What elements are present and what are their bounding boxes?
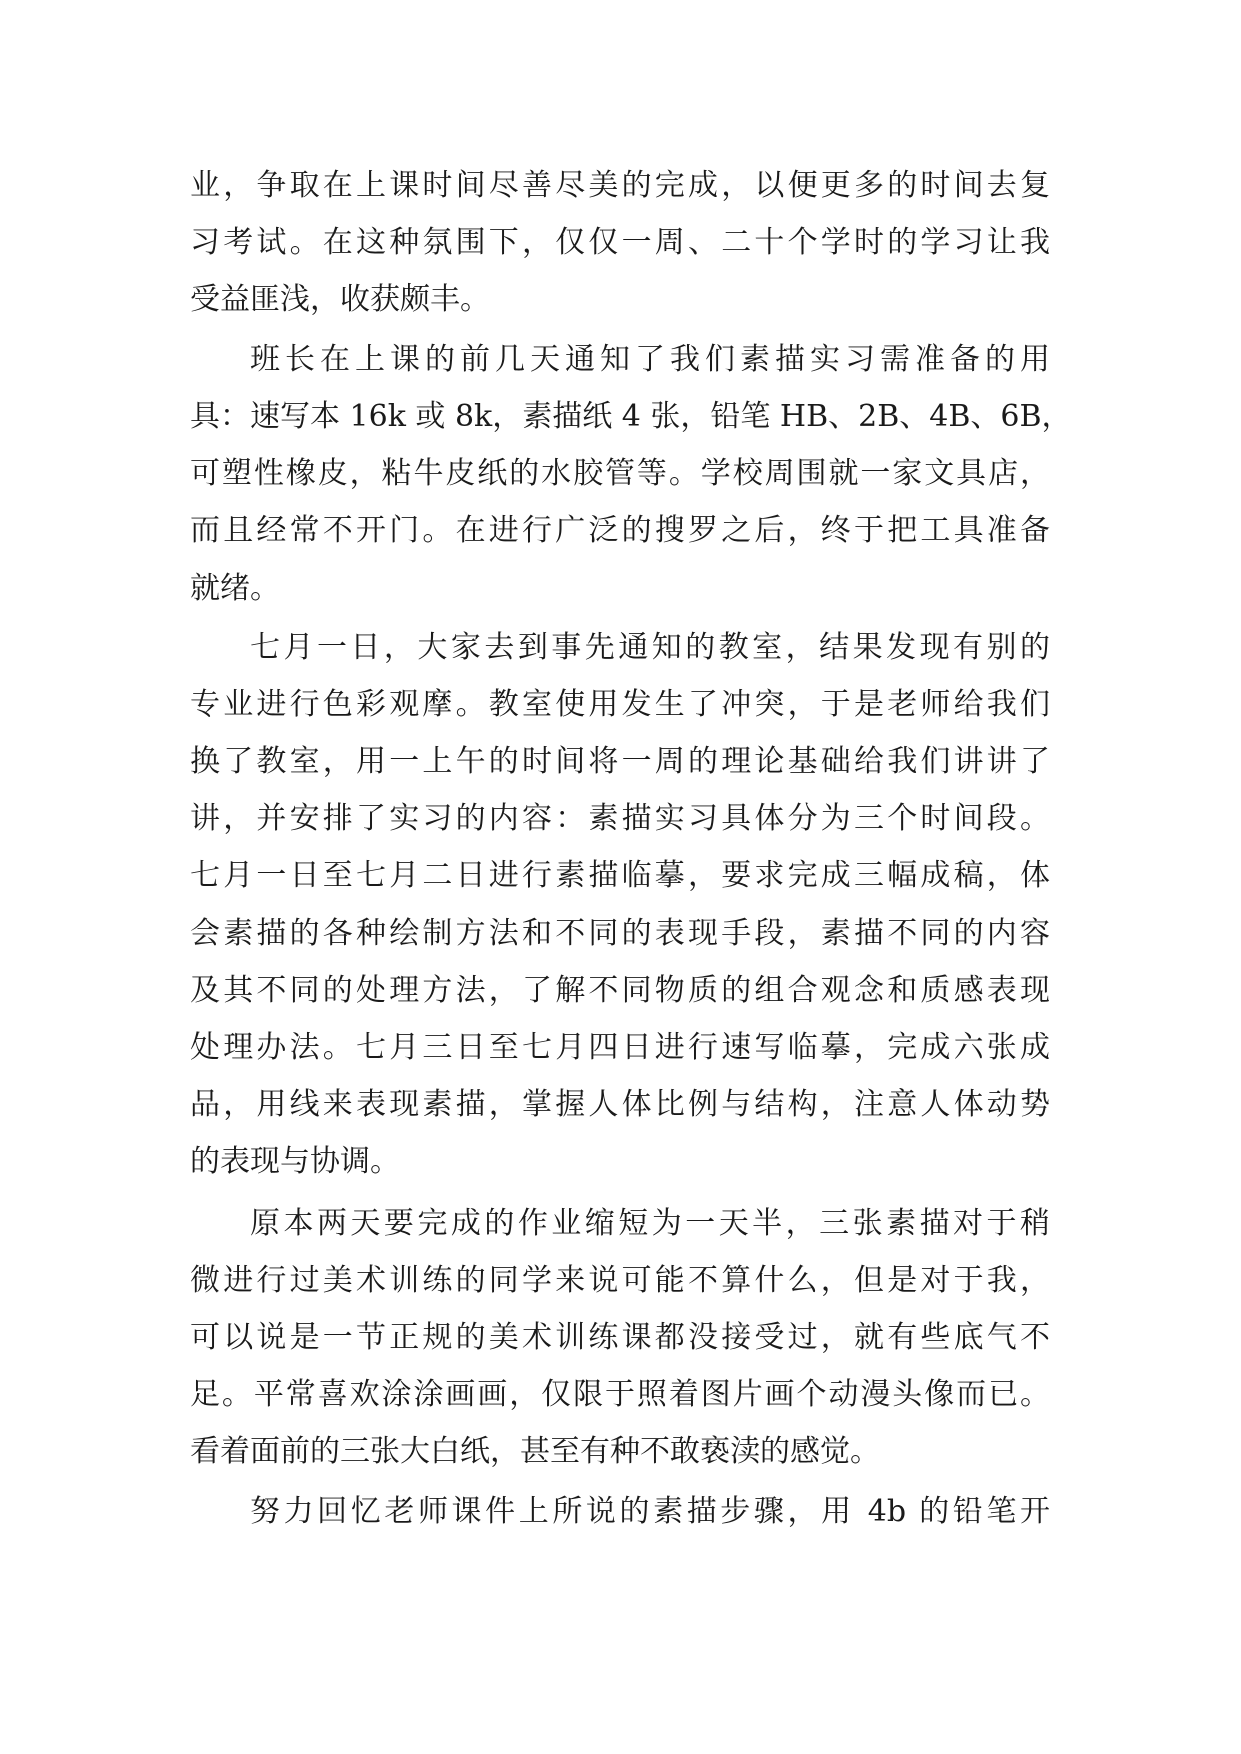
- text-line: 习考试。在这种氛围下，仅仅一周、二十个学时的学习让我: [190, 225, 1050, 260]
- text-line: 七月一日至七月二日进行素描临摹，要求完成三幅成稿，体: [190, 858, 1050, 893]
- text-line: 可以说是一节正规的美术训练课都没接受过，就有些底气不: [190, 1320, 1050, 1355]
- text-line: 就绪。: [190, 571, 280, 606]
- paragraph-first-line: 原本两天要完成的作业缩短为一天半，三张素描对于稍: [250, 1206, 1050, 1241]
- text-line: 具：速写本 16k 或 8k，素描纸 4 张，铅笔 HB、2B、4B、6B，: [190, 399, 1072, 434]
- text-line: 会素描的各种绘制方法和不同的表现手段，素描不同的内容: [190, 916, 1050, 951]
- text-line: 而且经常不开门。在进行广泛的搜罗之后，终于把工具准备: [190, 513, 1050, 548]
- paragraph-first-line: 班长在上课的前几天通知了我们素描实习需准备的用: [250, 342, 1050, 377]
- text-line: 讲，并安排了实习的内容：素描实习具体分为三个时间段。: [190, 801, 1050, 836]
- paragraph-first-line: 努力回忆老师课件上所说的素描步骤，用 4b 的铅笔开: [250, 1494, 1050, 1529]
- text-line: 受益匪浅，收获颇丰。: [190, 282, 490, 317]
- text-line: 可塑性橡皮，粘牛皮纸的水胶管等。学校周围就一家文具店，: [190, 456, 1050, 491]
- text-line: 足。平常喜欢涂涂画画，仅限于照着图片画个动漫头像而已。: [190, 1377, 1050, 1412]
- text-line: 业，争取在上课时间尽善尽美的完成，以便更多的时间去复: [190, 168, 1050, 203]
- text-line: 的表现与协调。: [190, 1144, 400, 1179]
- text-line: 品，用线来表现素描，掌握人体比例与结构，注意人体动势: [190, 1087, 1050, 1122]
- text-line: 及其不同的处理方法，了解不同物质的组合观念和质感表现: [190, 973, 1050, 1008]
- text-line: 看着面前的三张大白纸，甚至有种不敢亵渎的感觉。: [190, 1434, 880, 1469]
- paragraph-first-line: 七月一日，大家去到事先通知的教室，结果发现有别的: [250, 630, 1050, 665]
- text-line: 处理办法。七月三日至七月四日进行速写临摹，完成六张成: [190, 1030, 1050, 1065]
- text-line: 专业进行色彩观摩。教室使用发生了冲突，于是老师给我们: [190, 687, 1050, 722]
- text-line: 换了教室，用一上午的时间将一周的理论基础给我们讲讲了: [190, 744, 1050, 779]
- text-line: 微进行过美术训练的同学来说可能不算什么，但是对于我，: [190, 1263, 1050, 1298]
